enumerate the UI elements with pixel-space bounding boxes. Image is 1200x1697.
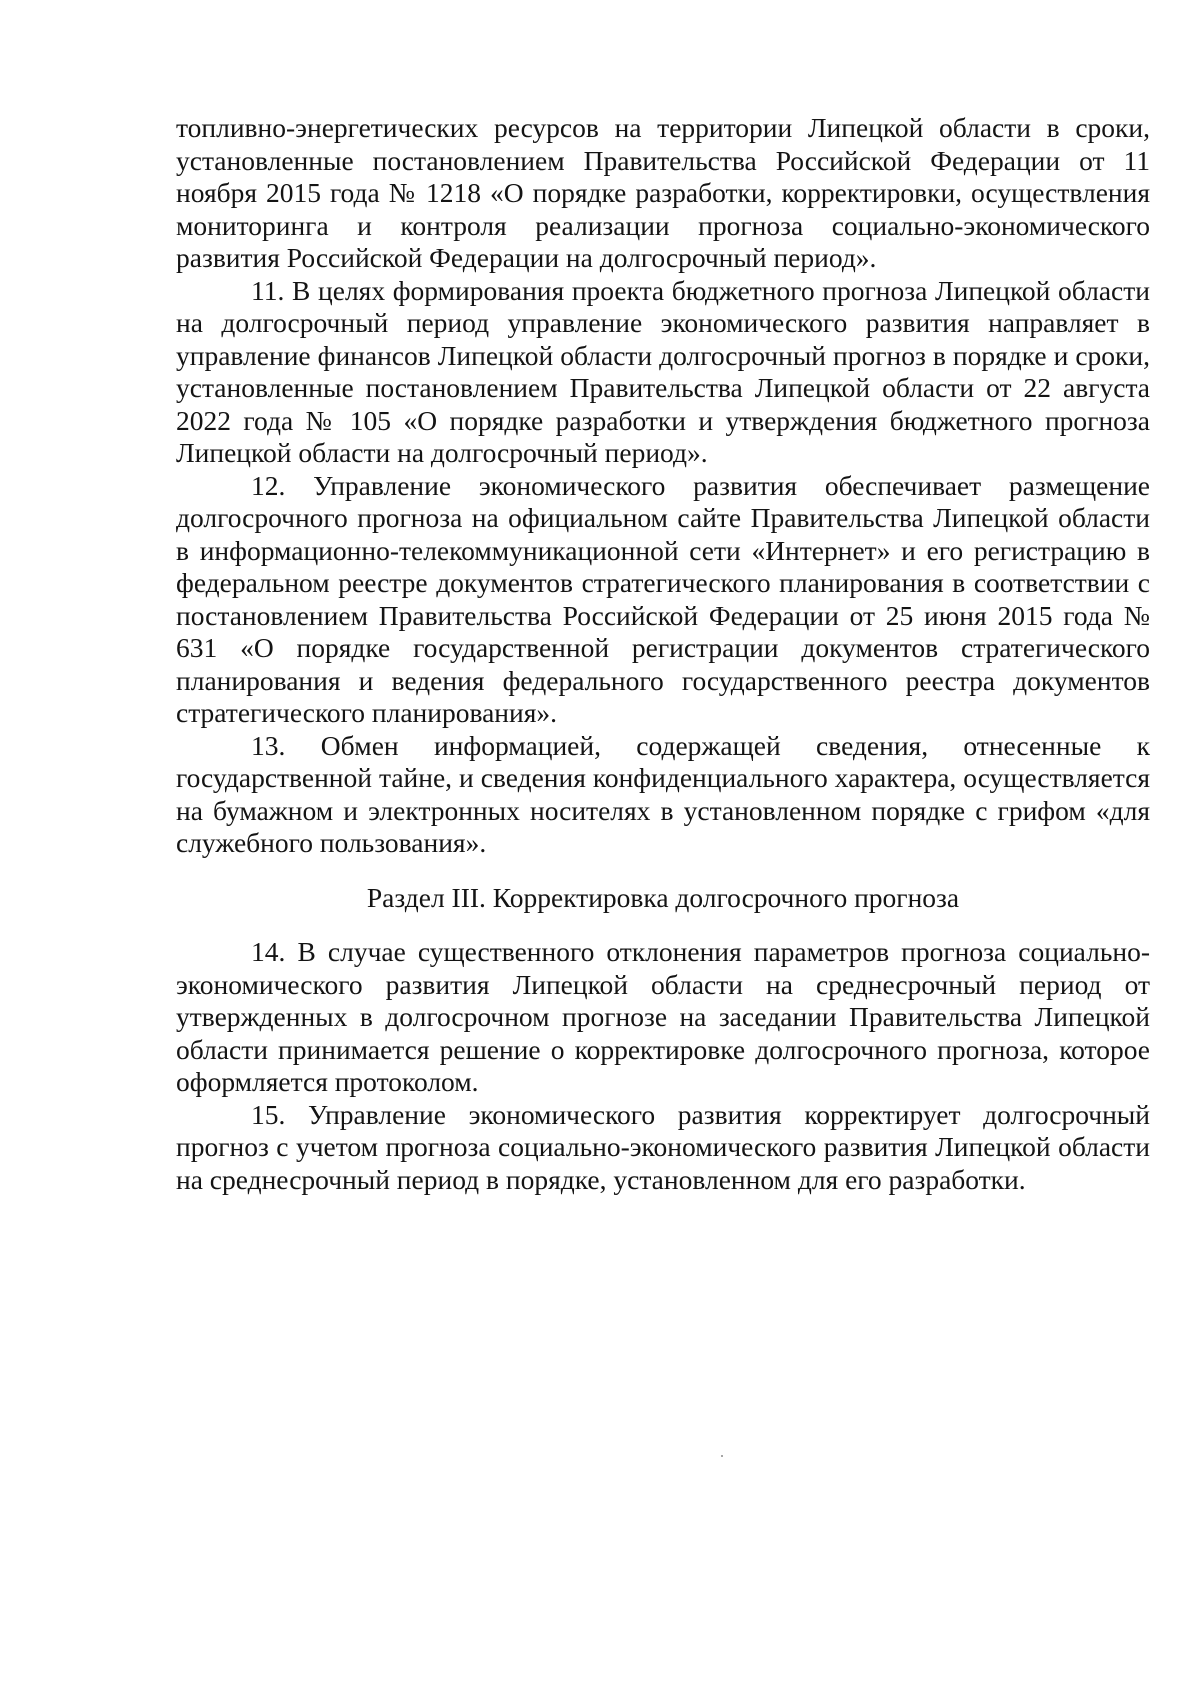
- paragraph-continued: топливно-энергетических ресурсов на территории Липецкой области в сроки, установленные постановлением Правительства Российской Федерации от 11 ноября 2015 года № 1218 «О порядке разработки, корректировки, осуществления мониторинга и контроля реализации прогноза социально-экономического развития Российской Федерации на долгосрочный период».: [176, 112, 1150, 273]
- paragraph-13: 13. Обмен информацией, содержащей сведения, отнесенные к государственной тайне, и сведения конфиденциального характера, осуществляется на бумажном и электронных носителях в установленном порядке с грифом «для служебного пользования».: [176, 729, 1150, 858]
- paragraph-12: 12. Управление экономического развития обеспечивает размещение долгосрочного прогноза на официальном сайте Правительства Липецкой области в информационно-телекоммуникационной сети «Интернет» и его регистрацию в федеральном реестре документов стратегического планирования в соответствии с постановлением Правительства Российской Федерации от 25 июня 2015 года № 631 «О порядке государственной регистрации документов стратегического планирования и ведения федерального государственного реестра документов стратегического планирования».: [176, 469, 1150, 728]
- scan-speck: [721, 1455, 723, 1457]
- paragraph-14: 14. В случае существенного отклонения параметров прогноза социально-экономического развития Липецкой области на среднесрочный период от утвержденных в долгосрочном прогнозе на заседании Правительства Липецкой области принимается решение о корректировке долгосрочного прогноза, которое оформляется протоколом.: [176, 936, 1150, 1097]
- section-heading: Раздел III. Корректировка долгосрочного прогноза: [366, 881, 960, 913]
- paragraph-11: 11. В целях формирования проекта бюджетного прогноза Липецкой области на долгосрочный период управление экономического развития направляет в управление финансов Липецкой области долгосрочный прогноз в порядке и сроки, установленные постановлением Правительства Липецкой области от 22 августа 2022 года № 105 «О порядке разработки и утверждения бюджетного прогноза Липецкой области на долгосрочный период».: [176, 274, 1150, 468]
- document-body: [176, 112, 1150, 1196]
- paragraph-15: 15. Управление экономического развития корректирует долгосрочный прогноз с учетом прогноза социально-экономического развития Липецкой области на среднесрочный период в порядке, установленном для его разработки.: [176, 1098, 1150, 1195]
